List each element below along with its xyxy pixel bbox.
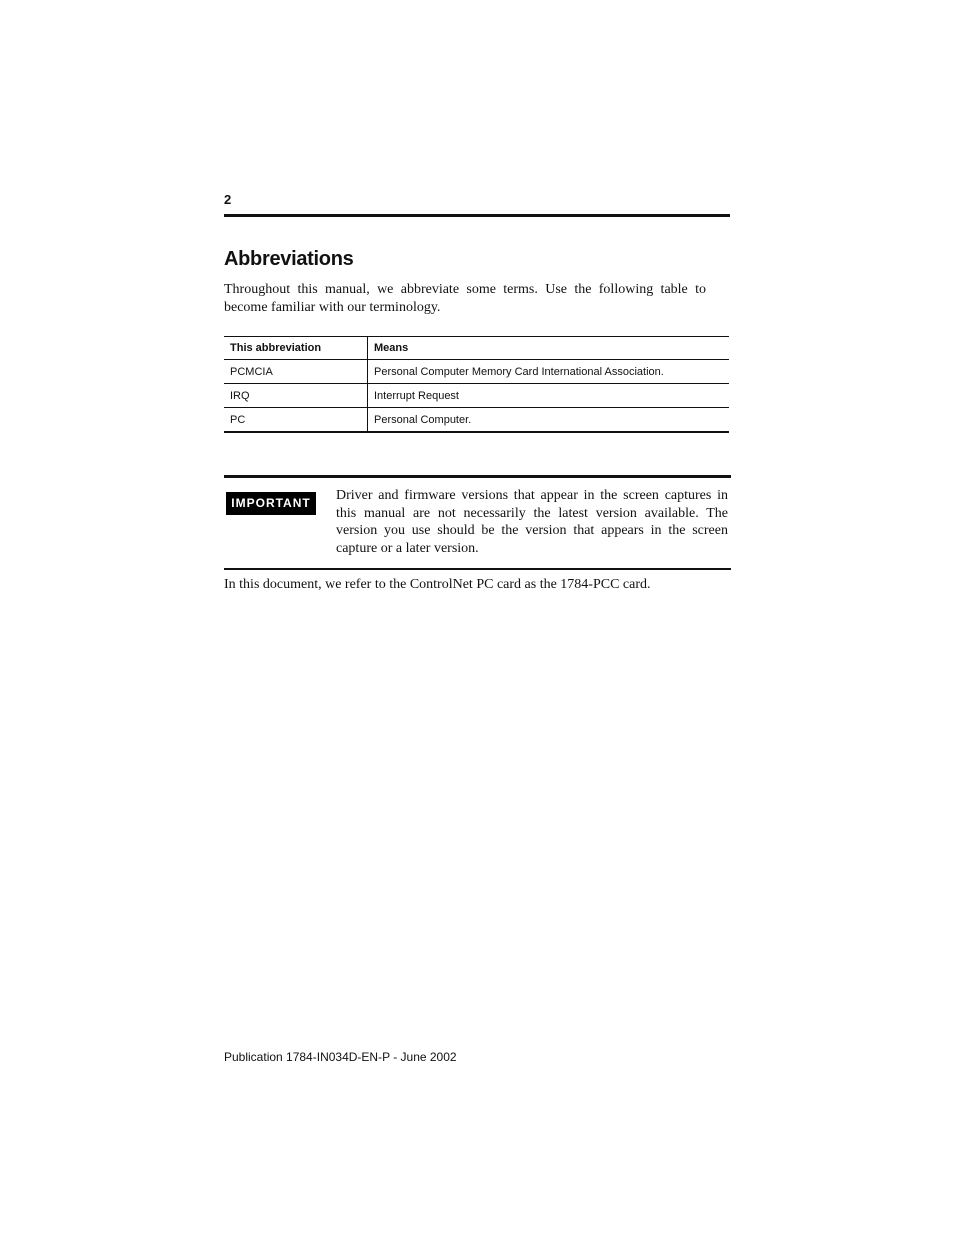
important-notice — [224, 475, 731, 570]
meaning-cell: Personal Computer Memory Card International Association. — [368, 360, 730, 384]
intro-paragraph: Throughout this manual, we abbreviate some terms. Use the following table to become familiar with our terminology. — [224, 282, 706, 315]
page-number: 2 — [224, 192, 232, 207]
header-rule — [224, 214, 730, 217]
meaning-cell: Interrupt Request — [368, 384, 730, 408]
card-reference-note: In this document, we refer to the ControlNet PC card as the 1784-PCC card. — [224, 577, 651, 592]
meaning-cell: Personal Computer. — [368, 408, 730, 433]
table-row — [224, 408, 729, 433]
table-row — [224, 384, 729, 408]
publication-footer: Publication 1784-IN034D-EN-P - June 2002 — [224, 1050, 457, 1064]
table-header-row — [224, 337, 729, 360]
abbreviation-cell: PC — [224, 408, 368, 433]
abbreviations-table — [224, 336, 729, 433]
abbreviation-cell: PCMCIA — [224, 360, 368, 384]
column-header-abbreviation: This abbreviation — [224, 337, 368, 360]
table-row — [224, 360, 729, 384]
important-badge: IMPORTANT — [226, 492, 316, 515]
important-text: Driver and firmware versions that appear in the screen captures in this manual are not necessarily the latest version available. The version you use should be the version that appears in the screen capture or a later version. — [336, 488, 728, 556]
abbreviation-cell: IRQ — [224, 384, 368, 408]
section-title: Abbreviations — [224, 248, 354, 270]
column-header-means: Means — [368, 337, 730, 360]
